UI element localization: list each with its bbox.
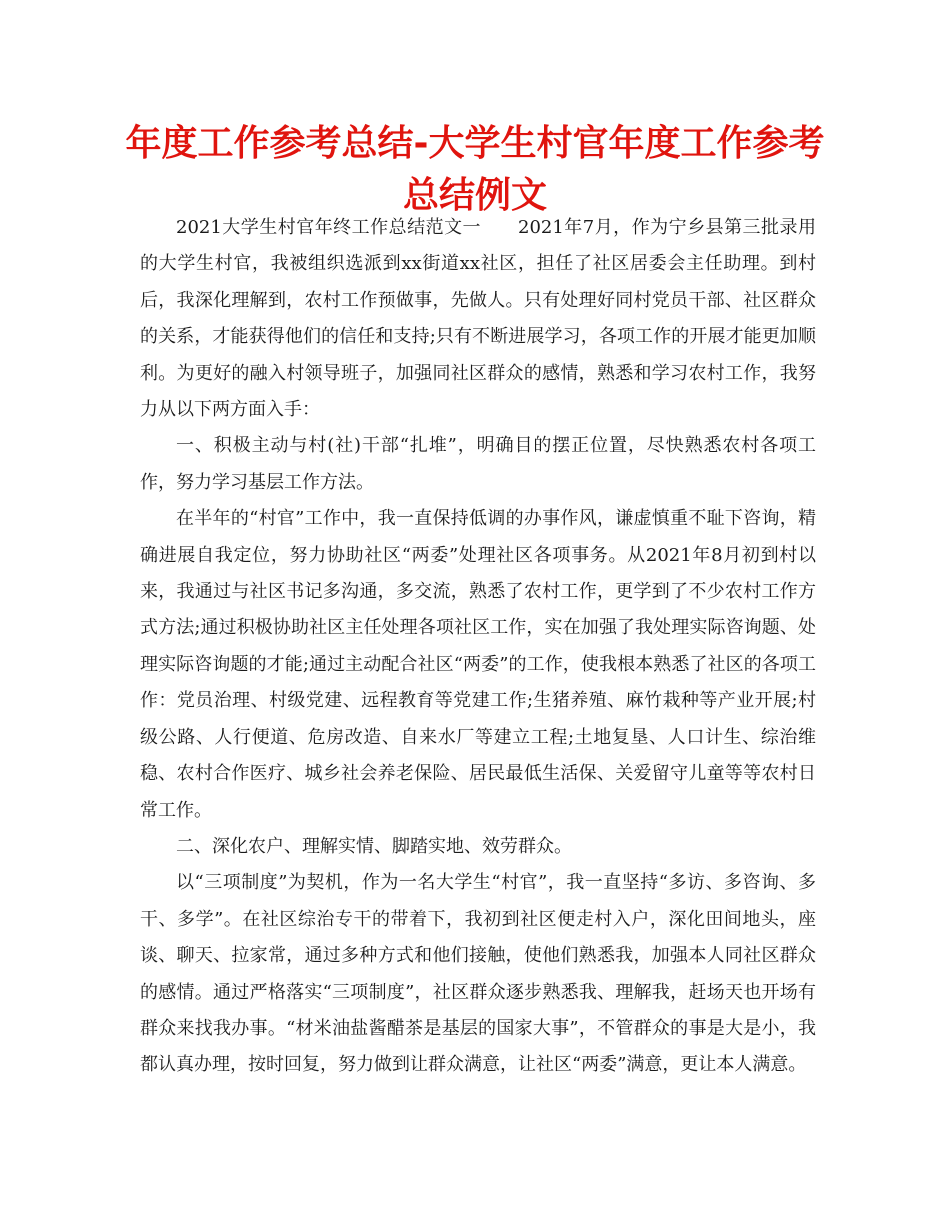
document-body bbox=[140, 210, 816, 1084]
paragraph-section-two-heading: 二、深化农户、理解实情、脚踏实地、效劳群众。 bbox=[176, 835, 572, 857]
paragraph-section-one-heading: 一、积极主动与村(社)干部“扎堆”，明确目的摆正位置，尽快熟悉农村各项工作，努力学习基层工作方法。 bbox=[140, 435, 816, 493]
paragraph-section-two-body: 以“三项制度”为契机，作为一名大学生“村官”，我一直坚持“多访、多咨询、多干、多学”。在社区综治专干的带着下，我初到社区便走村入户，深化田间地头，座谈、聊天、拉家常，通过多种方式和他们接触，使他们熟悉我，加强本人同社区群众的感情。通过严格落实“三项制度”，社区群众逐步熟悉我、理解我，赶场天也开场有群众来找我办事。“材米油盐酱醋茶是基层的国家大事”，不管群众的事是大是小，我都认真办理，按时回复，努力做到让群众满意，让社区“两委”满意，更让本人满意。 bbox=[140, 872, 816, 1076]
paragraph-section-one-body: 在半年的“村官”工作中，我一直保持低调的办事作风，谦虚慎重不耻下咨询，精确进展自我定位，努力协助社区“两委”处理社区各项事务。从2021年8月初到村以来，我通过与社区书记多沟通，多交流，熟悉了农村工作，更学到了不少农村工作方式方法;通过积极协助社区主任处理各项社区工作，实在加强了我处理实际咨询题、处理实际咨询题的才能;通过主动配合社区“两委”的工作，使我根本熟悉了社区的各项工作：党员治理、村级党建、远程教育等党建工作;生猪养殖、麻竹栽种等产业开展;村级公路、人行便道、危房改造、自来水厂等建立工程;土地复垦、人口计生、综治维稳、农村合作医疗、城乡社会养老保险、居民最低生活保、关爱留守儿童等等农村日常工作。 bbox=[140, 508, 817, 821]
document-title: 年度工作参考总结-大学生村官年度工作参考总结例文 bbox=[125, 123, 825, 216]
paragraph-intro: 2021大学生村官年终工作总结范文一 2021年7月，作为宁乡县第三批录用的大学生村官，我被组织选派到xx街道xx社区，担任了社区居委会主任助理。到村后，我深化理解到，农村工作预做事，先做人。只有处理好同村党员干部、社区群众的关系，才能获得他们的信任和支持;只有不断进展学习，各项工作的开展才能更加顺利。为更好的融入村领导班子，加强同社区群众的感情，熟悉和学习农村工作，我努力从以下两方面入手： bbox=[140, 217, 816, 421]
